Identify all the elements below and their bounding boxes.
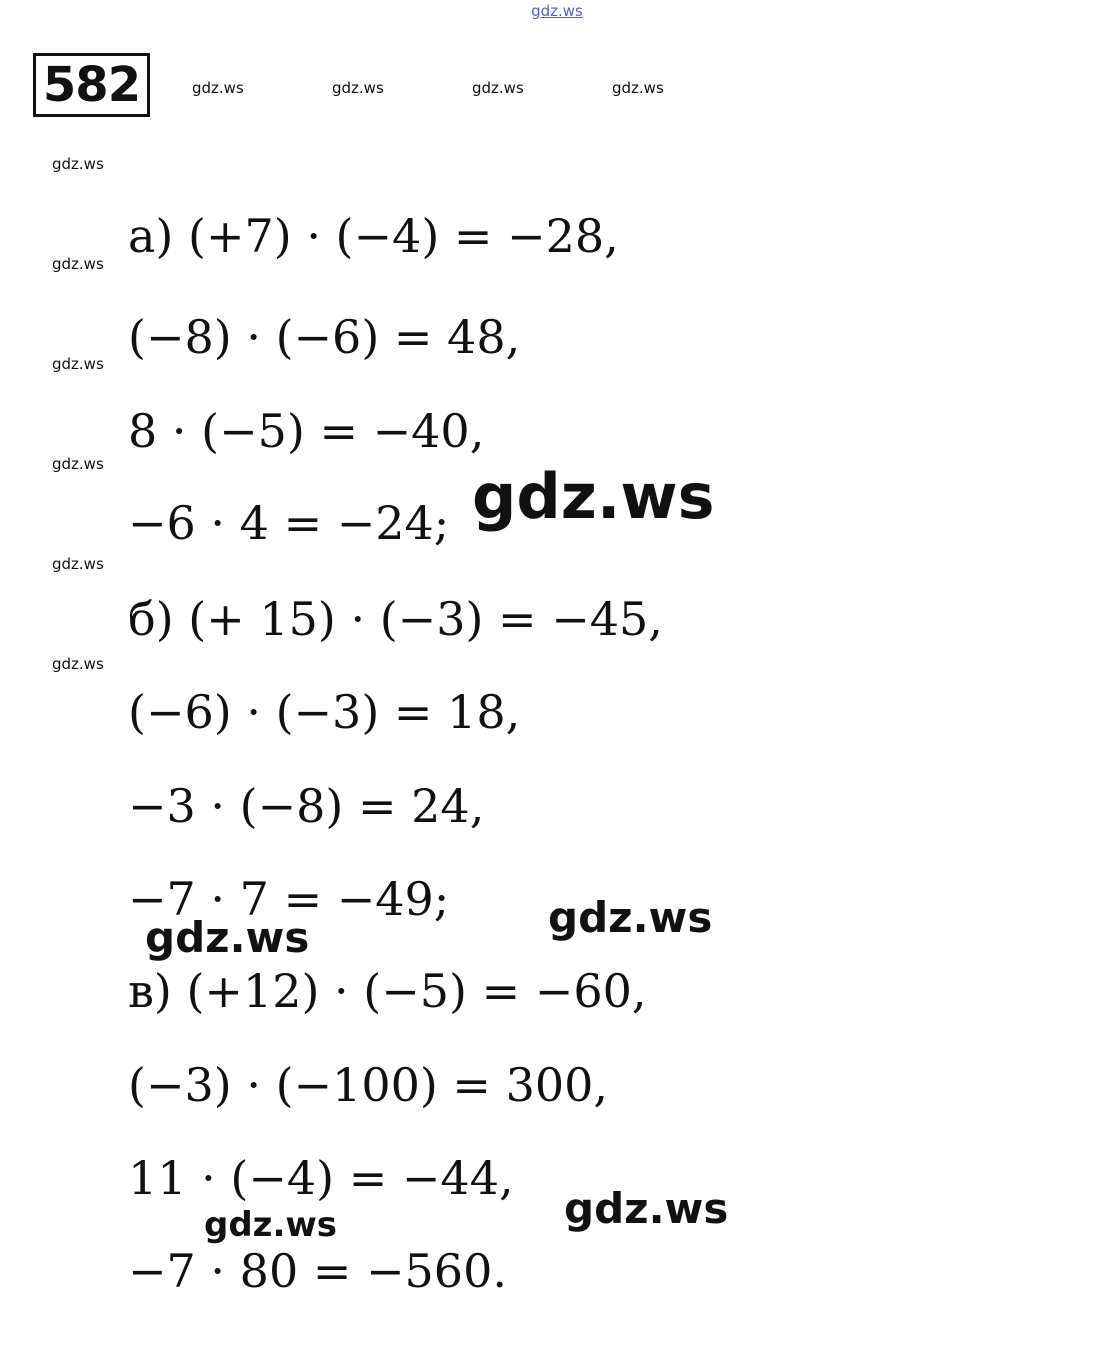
watermark-small: gdz.ws	[52, 555, 104, 573]
solution-line: −3 · (−8) = 24,	[128, 779, 485, 833]
solution-line: −6 · 4 = −24;	[128, 496, 450, 550]
site-link[interactable]: gdz.ws	[531, 2, 583, 20]
watermark-large: gdz.ws	[472, 460, 715, 533]
watermark-small: gdz.ws	[192, 79, 244, 97]
watermark-small: gdz.ws	[52, 655, 104, 673]
watermark-large: gdz.ws	[564, 1184, 729, 1233]
watermark-small: gdz.ws	[612, 79, 664, 97]
watermark-small: gdz.ws	[52, 155, 104, 173]
watermark-small: gdz.ws	[52, 455, 104, 473]
solution-line: −7 · 7 = −49;	[128, 872, 450, 926]
solution-line: 11 · (−4) = −44,	[128, 1151, 514, 1205]
watermark-small: gdz.ws	[52, 355, 104, 373]
solution-line: а) (+7) · (−4) = −28,	[128, 209, 619, 263]
solution-line: в) (+12) · (−5) = −60,	[128, 964, 647, 1018]
problem-number: 582	[42, 57, 141, 113]
watermark-large: gdz.ws	[145, 913, 310, 962]
solution-line: б) (+ 15) · (−3) = −45,	[128, 592, 663, 646]
watermark-large: gdz.ws	[548, 893, 713, 942]
watermark-small: gdz.ws	[52, 255, 104, 273]
problem-number-box	[33, 53, 150, 117]
solution-line: 8 · (−5) = −40,	[128, 404, 485, 458]
watermark-small: gdz.ws	[472, 79, 524, 97]
watermark-large: gdz.ws	[204, 1205, 338, 1245]
solution-line: (−3) · (−100) = 300,	[128, 1058, 609, 1112]
solution-line: (−6) · (−3) = 18,	[128, 685, 521, 739]
watermark-small: gdz.ws	[332, 79, 384, 97]
solution-line: −7 · 80 = −560.	[128, 1244, 507, 1298]
solution-line: (−8) · (−6) = 48,	[128, 310, 521, 364]
